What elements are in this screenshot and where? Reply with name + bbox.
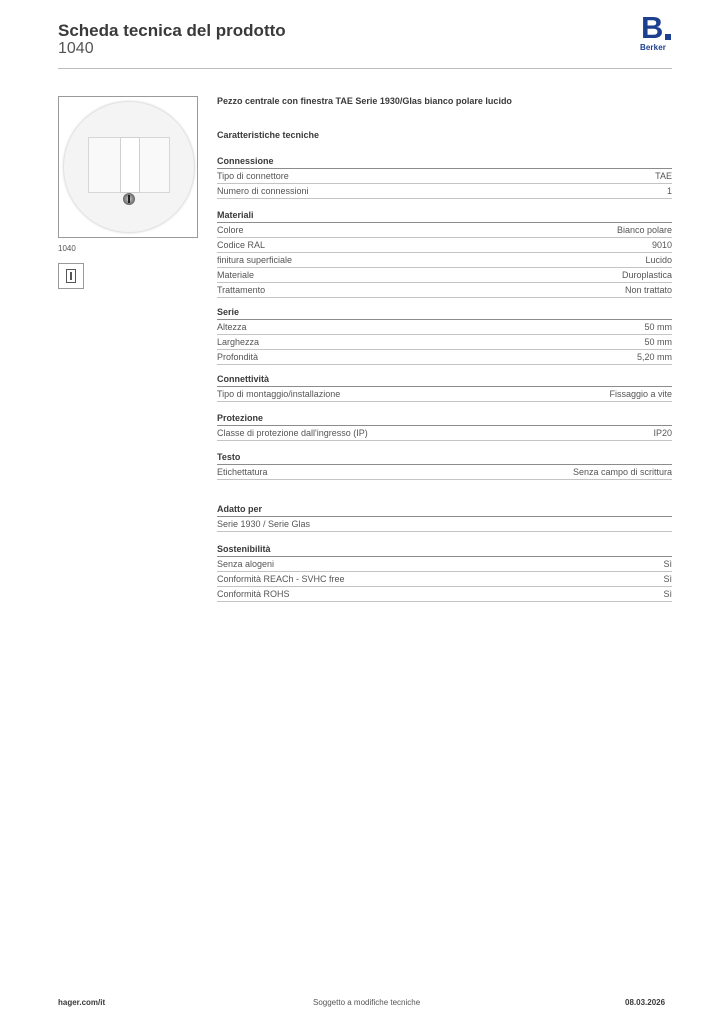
logo-mark: B bbox=[641, 10, 664, 45]
spec-row bbox=[217, 387, 672, 402]
spec-row bbox=[217, 426, 672, 441]
spec-row bbox=[217, 253, 672, 268]
footer-note: Soggetto a modifiche tecniche bbox=[313, 998, 421, 1007]
spec-label: Codice RAL bbox=[217, 240, 266, 250]
section-title: Testo bbox=[217, 451, 672, 465]
spec-row bbox=[217, 517, 672, 532]
footer-date: 08.03.2026 bbox=[625, 998, 666, 1007]
spec-value: IP20 bbox=[653, 428, 672, 438]
logo-dot bbox=[665, 34, 671, 40]
product-plate bbox=[63, 101, 195, 233]
spec-row bbox=[217, 223, 672, 238]
screw-slot bbox=[128, 195, 130, 203]
spec-label: Altezza bbox=[217, 322, 247, 332]
spec-row bbox=[217, 320, 672, 335]
spec-label: Conformità ROHS bbox=[217, 589, 290, 599]
spec-row bbox=[217, 184, 672, 199]
section-title: Adatto per bbox=[217, 503, 672, 517]
spec-row bbox=[217, 350, 672, 365]
spec-label: Profondità bbox=[217, 352, 259, 362]
spec-label: Numero di connessioni bbox=[217, 186, 309, 196]
logo-text: Berker bbox=[640, 43, 666, 52]
spec-value: Fissaggio a vite bbox=[609, 389, 672, 399]
section-title: Serie bbox=[217, 306, 672, 320]
header-divider bbox=[58, 68, 672, 69]
spec-value: 9010 bbox=[651, 240, 672, 250]
spec-value: Non trattato bbox=[624, 285, 672, 295]
section-title: Protezione bbox=[217, 412, 672, 426]
product-image bbox=[58, 96, 198, 238]
berker-logo bbox=[640, 10, 674, 56]
spec-label: Senza alogeni bbox=[217, 559, 275, 569]
spec-value: 5,20 mm bbox=[636, 352, 672, 362]
spec-label: Colore bbox=[217, 225, 244, 235]
spec-value: 50 mm bbox=[644, 322, 672, 332]
tae-window-center bbox=[120, 137, 140, 193]
spec-value: Duroplastica bbox=[621, 270, 672, 280]
tae-window bbox=[88, 137, 170, 193]
frame-icon-slot bbox=[70, 272, 72, 280]
frame-icon-inner bbox=[66, 269, 76, 283]
spec-section bbox=[217, 543, 672, 602]
spec-row bbox=[217, 557, 672, 572]
spec-label: Etichettatura bbox=[217, 467, 268, 477]
spec-value: 1 bbox=[666, 186, 672, 196]
spec-label: Serie 1930 / Serie Glas bbox=[217, 519, 311, 529]
spec-row bbox=[217, 572, 672, 587]
spec-value: Sì bbox=[663, 559, 672, 569]
spec-section bbox=[217, 503, 672, 532]
single-frame-icon bbox=[58, 263, 84, 289]
spec-value: Sì bbox=[663, 574, 672, 584]
spec-section bbox=[217, 412, 672, 441]
spec-label: Classe di protezione dall'ingresso (IP) bbox=[217, 428, 368, 438]
product-code: 1040 bbox=[58, 40, 94, 57]
spec-section bbox=[217, 209, 672, 298]
spec-label: Larghezza bbox=[217, 337, 260, 347]
spec-label: Materiale bbox=[217, 270, 255, 280]
footer-website: hager.com/it bbox=[58, 998, 106, 1007]
spec-label: finitura superficiale bbox=[217, 255, 293, 265]
spec-section bbox=[217, 373, 672, 402]
document-title: Scheda tecnica del prodotto bbox=[58, 21, 286, 40]
spec-heading: Caratteristiche tecniche bbox=[217, 130, 320, 140]
spec-value: 50 mm bbox=[644, 337, 672, 347]
spec-label: Tipo di connettore bbox=[217, 171, 289, 181]
spec-section bbox=[217, 451, 672, 480]
spec-row bbox=[217, 268, 672, 283]
spec-value: Lucido bbox=[645, 255, 672, 265]
spec-row bbox=[217, 465, 672, 480]
section-title: Connessione bbox=[217, 155, 672, 169]
spec-value: Sì bbox=[663, 589, 672, 599]
spec-label: Conformità REACh - SVHC free bbox=[217, 574, 345, 584]
spec-section bbox=[217, 155, 672, 199]
spec-value: Senza campo di scrittura bbox=[572, 467, 672, 477]
product-description: Pezzo centrale con finestra TAE Serie 1930/Glas bianco polare lucido bbox=[217, 96, 512, 106]
section-title: Sostenibilità bbox=[217, 543, 672, 557]
section-title: Connettività bbox=[217, 373, 672, 387]
spec-row bbox=[217, 169, 672, 184]
spec-value: Bianco polare bbox=[616, 225, 672, 235]
spec-row bbox=[217, 335, 672, 350]
spec-row bbox=[217, 587, 672, 602]
section-title: Materiali bbox=[217, 209, 672, 223]
spec-section bbox=[217, 306, 672, 365]
spec-row bbox=[217, 238, 672, 253]
spec-label: Trattamento bbox=[217, 285, 266, 295]
spec-label: Tipo di montaggio/installazione bbox=[217, 389, 341, 399]
image-caption: 1040 bbox=[58, 244, 76, 253]
spec-value: TAE bbox=[655, 171, 672, 181]
spec-row bbox=[217, 283, 672, 298]
